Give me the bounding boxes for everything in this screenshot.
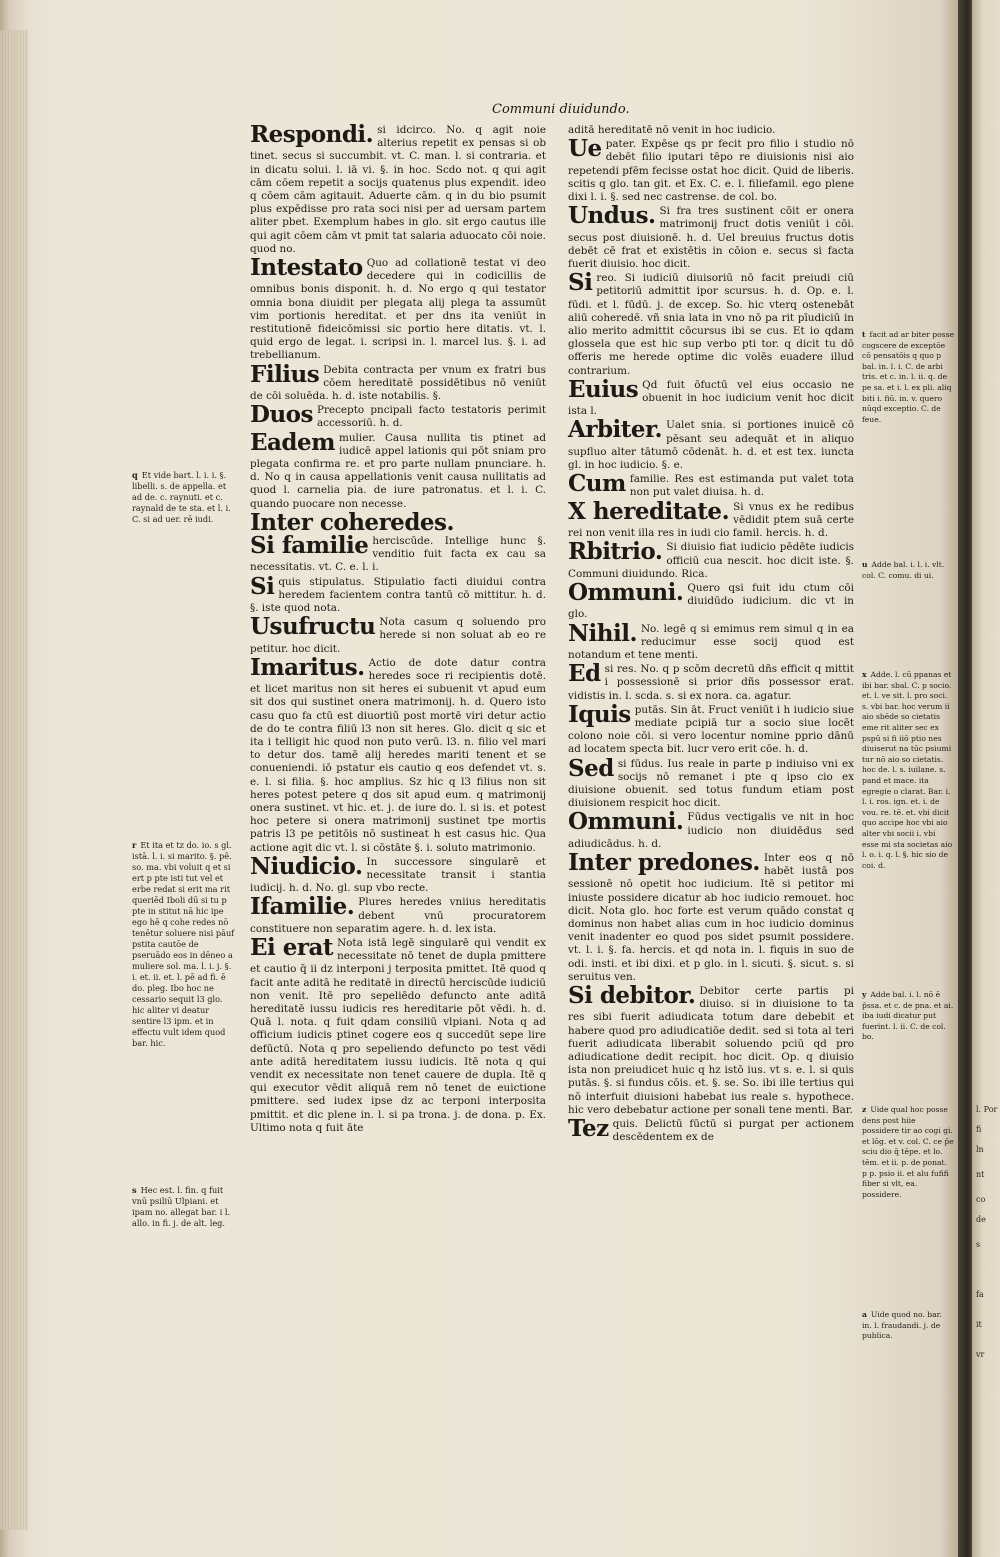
text-paragraph	[250, 401, 546, 430]
running-head: Communi diuidundo.	[492, 102, 630, 117]
marginal-gloss	[862, 990, 954, 1043]
gloss-text: Adde. l. cū ppanas et ibi bar. sbal. C. p socio. et. l. ve sit. l. pro soci. s. vbi bar. hoc verum ii aio sbēde so cietatis eme rit aliter sec ex pspū si fi iiō ptio nes diuiserut na tūc psiumi tur nō aio so cietatis. hoc de. l. s. iuilane. s. pand et mace. ita egregie o clarat. Bar. i. l. i. ros. ign. et. i. de vou. re. tē. et. vbi dicit quo accipe hoc vbi aio alter vbi socii i. vbi esse mi sta societas aio l. o. i. q. l. §. hic sio de coi. d.	[862, 670, 953, 870]
paragraph-text: Debita contracta per vnum ex fratri bus cōem hereditatē possidētibus nō veniūt de cōi soluēda. h. d. iste notabilis. §.	[250, 363, 546, 403]
paragraph-text: familie. Res est estimanda put valet tota non put valet diuisa. h. d.	[629, 473, 854, 499]
marginal-gloss	[132, 840, 236, 1049]
lemma-heading: Tez	[568, 1115, 609, 1143]
text-paragraph	[568, 497, 854, 541]
lemma-heading: Ommuni.	[568, 808, 684, 836]
paragraph-text: Debitor certe partis pi diuiso. si in diuisione to ta res sibi fuerit adiudicata totum dare debebit et habere quod pro adiudicatiōe dedit. sed si tota al teri fuerit adiudicata liberabit soluendo pciū qd pro adiudicatione dedit recipit. hoc dicit. Op. q diuisio ista non preiudicet huic q hz istō ius. vt s. e. l. si quis putās. §. si fundus cōis. et. §. se. So. ibi ille tertius qui nō interfuit diuisioni habebat ius reale s. hypothece. hic vero debebatur actione per sonali tene menti. Bar.	[568, 985, 854, 1116]
lemma-heading: Duos	[250, 401, 313, 429]
facing-page-fragment: fa	[976, 1290, 984, 1299]
facing-page-fragment: de	[976, 1215, 986, 1224]
lemma-heading: Eadem	[250, 428, 335, 456]
paragraph-text: si fūdus. Ius reale in parte p indiuiso vni ex socijs nō remanet i pte q ipso cio ex diuisione obuenit. sed totus fundum etiam post diuisionem respicit hoc dicit.	[568, 757, 854, 810]
paragraph-text: Quo ad collationē testat vi deo decedere qui in codicillis de omnibus bonis disponit. h. d. No ergo q qui testator omnia bona diuidit per plegata alij plega ta assumūt vim portionis hereditat. et per dns ita veniūt in restitutionē fideicōmissi sic portio here ditatis. vt. l. quid ergo de legat. i. scripsi in. l. marcel lus. §. i. ad trebellianum.	[250, 257, 546, 362]
lemma-heading: Ifamilie.	[250, 893, 355, 921]
lemma-heading: Iquis	[568, 700, 631, 728]
paragraph-text: si res. No. q p scōm decretū dñs efficit q mittit i possessionē si prior dñs possessor erat. vidistis in. l. scda. s. si ex nora. ca. agatur.	[568, 663, 854, 702]
text-paragraph	[250, 254, 546, 363]
gloss-text: Adde bal. i. l. nō ē p̄ssa. et c. de pna. et ai. iba iudi dicatur put fuerint. l. ii. C. de col. bo.	[862, 990, 954, 1042]
text-paragraph	[250, 508, 546, 536]
lemma-heading: Inter predones.	[568, 848, 760, 876]
paragraph-text: herciscūde. Intellige hunc §. venditio fuit facta ex cau sa necessitatis. vt. C. e. l. i.	[250, 534, 546, 574]
gloss-mark: u	[862, 560, 868, 569]
lemma-heading: Arbiter.	[568, 416, 663, 444]
text-paragraph	[250, 893, 546, 936]
paragraph-text: Nota casum q soluendo pro herede si non soluat ab eo re petitur. hoc dicit.	[250, 616, 546, 655]
facing-page-fragment: vr	[976, 1350, 985, 1359]
text-paragraph	[568, 135, 854, 204]
facing-page-fragment: fi	[976, 1125, 982, 1134]
paragraph-text: si idcirco. No. q agit noie alterius repetit ex pensas si ob tinet. secus si succumbit. vt. C. man. l. si contraria. et in dicatu solui. l. iā vi. §. in hoc. Scdo not. q qui agit cām cōem repetit a socijs quatenus plus expendit. ideo q cōem cām agitauit. Aduerte cām. q in du bio psumit plus expēdisse pro rata soci nisi per ad uersam partem aliter pbet. Exemplum habes in glo. sit ergo cautus ille qui agit cōem cām vt pmit tat salaria aduocato cōi noie. quod no.	[250, 124, 546, 255]
text-paragraph	[568, 754, 854, 811]
text-paragraph	[250, 852, 546, 896]
lemma-heading: Euius	[568, 375, 639, 403]
paragraph-text: Inter eos q nō habēt iustā pos sessionē nō opetit hoc iudicium. Itē si petitor mi iniuste possidere dicatur ab hoc iudicio remouet. hoc dicit. Nota glo. hoc forte est verum quādo constat q dominus non habet alias cum in hoc iudicio dominus venit inadenter eo quod pos sidet psumit possidere. vt. l. i. §. fa. hercis. et qd nota in. l. fiquis in suo de odi. insti. et ibi dixi. et p glo. in l. sicuti. §. sicut. s. si seruitus ven.	[568, 851, 854, 983]
text-paragraph	[250, 428, 546, 511]
text-paragraph	[250, 360, 546, 404]
text-paragraph	[568, 269, 854, 378]
gloss-mark: a	[862, 1310, 867, 1319]
gloss-text: Et ita et tz do. io. s gl. istā. l. i. si marito. §. pē. so. ma. vbi voluit q et si ert p pte isti tut vel et erbe redat si erit ma rit queriēd Iboli dū si tu p pte in stitut nā hic ipe ego hē q cohe redes nō tenētur soluere nisi pāuf pstita cautōe de pseruādo eos in dēneo a muliere sol. ma. l. i. j. §. i. et. ii. et. l. pē ad fi. ē do. pleg. Ibo hoc ne cessario sequit l3 glo. hic aliter vi deatur sentire l3 ipm. et in effectu vult idem quod bar. hic.	[132, 840, 235, 1048]
facing-page-edge	[972, 0, 1000, 1557]
paragraph-text: Precepto pncipali facto testatoris perimit accessoriū. h. d.	[316, 404, 546, 430]
lemma-heading: Sed	[568, 754, 614, 782]
lemma-heading: Niudicio.	[250, 852, 363, 880]
gloss-text: Et vide bart. l. i. i. §. libelli. s. de appella. et ad de. c. raynuti. et c. raynald de te sta. et l. i. C. si ad uer. rē iudi.	[132, 470, 231, 524]
paragraph-text: quis. Delictū fūctū si purgat per actionem descēdentem ex de	[612, 1118, 854, 1144]
text-paragraph	[568, 619, 854, 663]
lemma-heading: Respondi.	[250, 121, 374, 148]
text-paragraph	[568, 1115, 854, 1144]
marginal-gloss	[132, 1185, 236, 1229]
text-paragraph	[568, 416, 854, 472]
gloss-mark: z	[862, 1105, 867, 1114]
lemma-heading: Intestato	[250, 254, 363, 282]
paragraph-text: pater. Expēse qs pr fecit pro filio i studio nō debēt filio iputari tēpo re diuisionis nisi aio repetendi pfēm fecisse ostat hoc dicit. Quid de liberis. scitis q glo. tan git. et Ex. C. e. l. filiefamil. ego plene dixi l. i. §. sed nec castrense. de col. bo.	[568, 138, 854, 204]
paragraph-text: In successore singularē et necessitate transit i stantia iudicij. h. d. No. gl. sup vbo recte.	[250, 855, 546, 895]
facing-page-fragment: nt	[976, 1170, 985, 1179]
text-paragraph	[568, 982, 854, 1117]
marginal-gloss	[862, 1310, 954, 1342]
paragraph-text: Si vnus ex he redibus vēdidit ptem suā certe rei non venit illa res in iudi cio famil. hercis. h. d.	[568, 500, 854, 540]
gloss-mark: x	[862, 670, 867, 679]
text-paragraph	[568, 660, 854, 703]
facing-page-fragment: s	[976, 1240, 981, 1249]
text-paragraph	[250, 653, 546, 855]
text-paragraph	[568, 202, 854, 271]
lemma-heading: Filius	[250, 360, 320, 388]
gloss-text: Hec est. l. fin. q fuit vnū psiliū Ulpiani. et ipam no. allegat bar. i l. allo. in fi. j. de alt. leg.	[132, 1185, 231, 1228]
paragraph-text: quis stipulatus. Stipulatio facti diuidui contra heredem facientem contra tantū cō mittitur. h. d. §. iste quod nota.	[250, 575, 546, 614]
text-paragraph	[250, 613, 546, 656]
marginal-gloss	[132, 470, 236, 525]
paragraph-text: Si diuisio fiat iudicio pēdēte iudicis officiū cua nescit. hoc dicit iste. §. Communi diuidundo. Rica.	[568, 541, 854, 580]
text-paragraph	[568, 808, 854, 851]
gloss-mark: y	[862, 990, 867, 999]
marginal-gloss	[862, 330, 954, 425]
lemma-heading: Si familie	[250, 531, 369, 559]
lemma-heading: Inter coheredes.	[250, 508, 454, 536]
facing-page-fragment: ln	[976, 1145, 984, 1154]
paragraph-text: Fūdus vectigalis ve nit in hoc iudicio non diuidēdus sed adiudicādus. h. d.	[568, 811, 854, 850]
paragraph-text: putās. Sin āt. Fruct veniūt i h iudicio siue mediate pcipiā tur a socio siue locēt colono noie cōi. si vero locentur nomine pprio dānū ad locatem specta bit. lucr vero erit cōe. h. d.	[568, 703, 854, 756]
page-stack-edge	[0, 30, 28, 1530]
lemma-heading: Ommuni.	[568, 578, 684, 606]
gloss-text: Adde bal. i. l. i. vlt. col. C. comu. di ui.	[862, 560, 945, 580]
text-paragraph	[568, 848, 854, 984]
lemma-heading: Si debitor.	[568, 982, 696, 1009]
marginal-gloss	[862, 670, 954, 871]
text-paragraph	[568, 124, 854, 137]
paragraph-text: Plures heredes vniius hereditatis debent vnū procuratorem constituere non separatim agere. h. d. lex ista.	[250, 896, 546, 935]
paragraph-text: aditā hereditatē nō venit in hoc iudicio.	[568, 124, 776, 136]
gloss-text: Uide quod no. bar. in. l. fraudandi. j. de publica.	[862, 1310, 942, 1341]
text-paragraph	[568, 700, 854, 757]
gloss-mark: s	[132, 1185, 137, 1195]
paragraph-text: mulier. Causa nullita tis ptinet ad iudicē appel lationis qui pōt sniam pro plegata confirma re. et pro parte nullam pnunciare. h. d. No q in causa appellationis venit causa nullitatis ad quod l. carnelia pia. de iure patronatus. et l. i. C. quando puocare non necesse.	[250, 431, 546, 510]
gloss-text: Uide qual hoc posse dens post hiie possidere tir ao cogi gi. et lōg. et v. col. C. ce p̄e sciu dio q̄ tēpe. et lo. tēm. et ii. p. de ponat. p p. psio ii. et alu fufifi fiber si vlt, ea. possidere.	[862, 1105, 954, 1199]
text-paragraph	[250, 121, 546, 256]
gloss-mark: t	[862, 330, 866, 339]
paragraph-text: Qd fuit ōfuctū vel eius occasio ne obuenit in hoc iudicium venit hoc dicit ista l.	[568, 378, 854, 418]
facing-page-fragment: co	[976, 1195, 986, 1204]
paragraph-text: Si fra tres sustinent cōit er onera matrimonij fruct dotis veniūt i cōi. secus post diuisionē. h. d. Uel breuius fructus dotis debēt cē frat et existētis in cōion e. secus si facta fuerit diuisio. hoc dicit.	[568, 205, 854, 271]
main-text-column-left	[250, 121, 546, 1136]
gloss-mark: r	[132, 840, 137, 850]
text-paragraph	[568, 578, 854, 622]
marginal-gloss	[862, 1105, 954, 1200]
facing-page-fragment: it	[976, 1320, 982, 1329]
main-text-column-right	[568, 124, 854, 1145]
lemma-heading: Ed	[568, 660, 601, 688]
lemma-heading: X hereditate.	[568, 497, 730, 525]
text-paragraph	[250, 572, 546, 616]
lemma-heading: Si	[250, 572, 275, 600]
facing-page-fragment: l. Por	[976, 1105, 998, 1114]
paragraph-text: Nota istā legē singularē qui vendit ex necessitate nō tenet de dupla pmittere et cautio q̄ ii dz interponi j terposita pmittet. Itē quod q facit ante aditā he reditatē in directū herciscūde iudiciū non venit. Itē pro sepeliēdo defuncto ante aditā hereditatē iussu iudicis res hereditarie pōt vēdi. h. d. Quā l. nota. q fuit qdam consiliū vlpiani. Nota q ad officium iudicis ptinet cogere eos q succedūt sepe lire defūctū. Nota q pro sepeliendo defuncto po test vēdi ante aditā hereditatem iussu iudicis. Itē nota q qui vendit ex necessitate non tenet cauere de dupla. Itē q qui executor vēdit aliquā rem nō tenet de euictione pmittere. sed iudex ipse dz ac terponi interposita pmittit. et dic plene in. l. si pa trona. j. de dona. p. Ex. Ultimo nota q fuit āte	[250, 936, 546, 1134]
lemma-heading: Usufructu	[250, 613, 376, 641]
gloss-mark: q	[132, 470, 138, 480]
marginal-gloss	[862, 560, 954, 581]
paragraph-text: No. legē q si emimus rem simul q in ea reducimur esse socij quod est notandum et tene menti.	[568, 622, 854, 661]
paragraph-text: Ualet snia. si portiones inuicē cō pēsant seu adequāt et in aliquo supfluo alter tātumō cōdenāt. h. d. et est tex. iuncta gl. in hoc iudicio. §. e.	[568, 419, 854, 472]
paragraph-text: Quero qsi fuit idu ctum cōi diuidūdo iudicium. dic vt in glo.	[568, 581, 854, 621]
lemma-heading: Ei erat	[250, 933, 334, 961]
paragraph-text: reo. Si iudiciū diuisoriū nō facit preiudi ciū petitoriū admittit ipor scursus. h. d. Op. e. l. fūdi. et l. fūdū. j. de excep. So. hic vterq ostenebāt aliū coheredē. vñ snia lata in vno nō pa rit pīudiciū in alio merito admittit cōcursus ibi se cus. Et io qdam glossela que est hic sup verbo pti tor. q dicit tu dō offeris me herede optime dic volēs euadere illud contrarium.	[568, 272, 854, 377]
lemma-heading: Nihil.	[568, 619, 637, 647]
text-paragraph	[568, 375, 854, 419]
text-paragraph	[568, 538, 854, 581]
text-paragraph	[250, 531, 546, 575]
lemma-heading: Cum	[568, 470, 626, 498]
lemma-heading: Imaritus.	[250, 653, 365, 681]
lemma-heading: Rbitrio.	[568, 538, 663, 566]
lemma-heading: Ue	[568, 135, 602, 163]
text-paragraph	[568, 470, 854, 499]
paragraph-text: Actio de dote datur contra heredes soce ri recipientis dotē. et licet maritus non sit heres ei subuenit vt apud eum sit dos qui sustinet onera matrimonij. h. d. Quero isto casu quo fa ctū est diuortiū post mortē viri detur actio de do te contra filiū l3 non sit heres. Glo. dicit q sic et ita i telligit hic quod non puto verū. l3. n. filio vel mari to detur dos. tamē alij heredes mariti tenent et se conueniendi. iō pstatur eis cautio q eos defendet vt. s. e. l. si filia. §. hoc amplius. Sz hic q l3 filius non sit heres potest petere q dos sit apud eum. q matrimonij onera sustinet. vt hic. et. j. de iure do. l. si is. et potest hoc petere si onera matrimonij sustinet tpe mortis patris l3 pe petitōis nō sustineat h est casus hic. Qua actione agit dic vt. l. si cōstāte §. i. soluto matrimonio.	[250, 656, 546, 854]
gloss-text: facit ad ar biter posse cogscere de exceptōe cō pensatōis q quo p bal. in. l. i. C. de arbi tris. et c. in. l. ii. q. de pe sa. et i. l. ex pli. aliq biti i. fiū. in. v. quero nūqd exceptio. C. de feue.	[862, 330, 954, 424]
text-paragraph	[250, 933, 546, 1135]
lemma-heading: Undus.	[568, 202, 656, 230]
lemma-heading: Si	[568, 269, 593, 297]
